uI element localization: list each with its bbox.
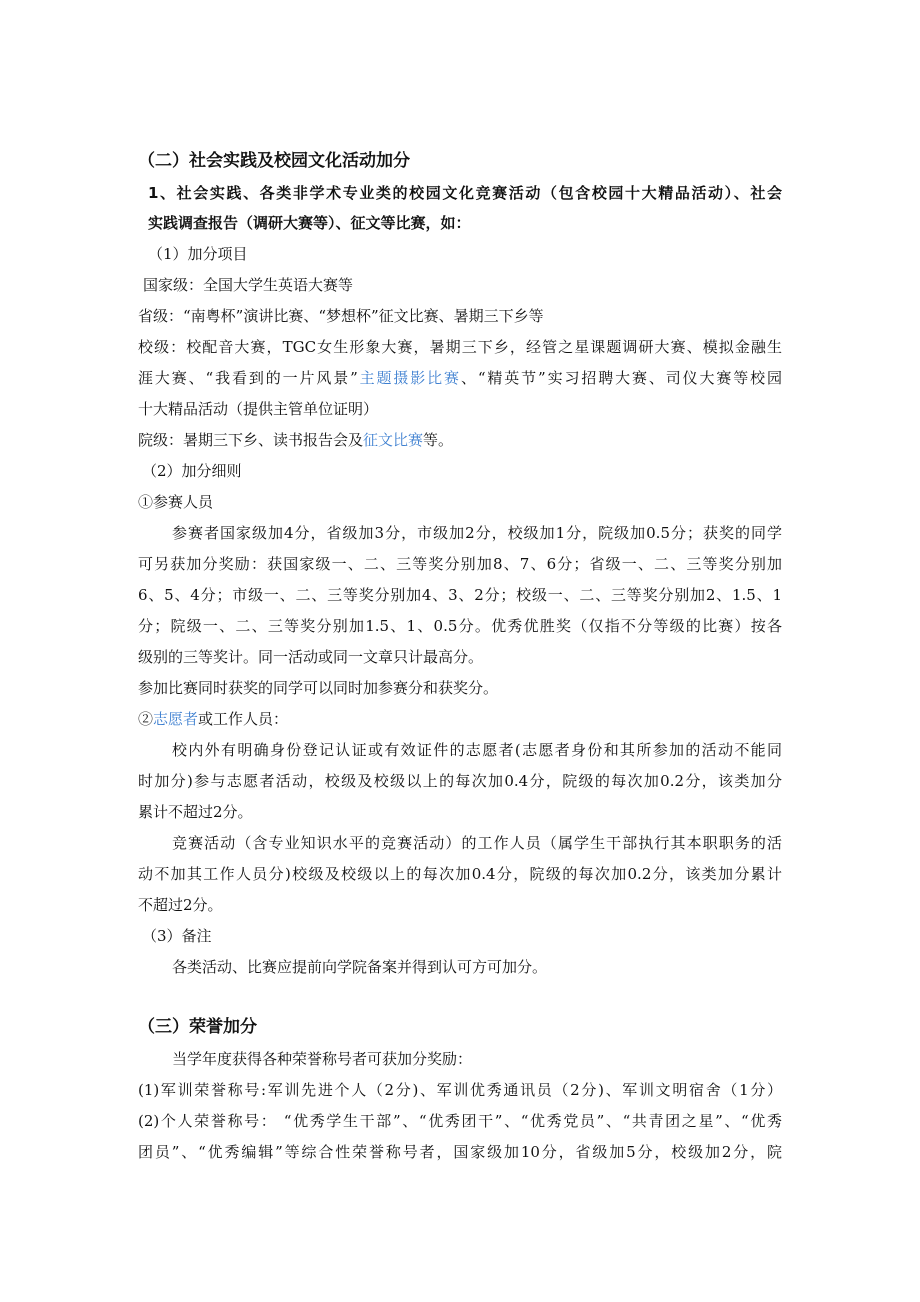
text-line [172,1048,472,1070]
text-run: 参赛者国家级加4分，省级加3分，市级加2分，校级加1分，院级加0.5分；获奖的同学 [172,524,782,542]
text-line [138,770,782,792]
text-run: (1)军训荣誉称号:军训先进个人（2分)、军训优秀通讯员（2分)、军训文明宿舍（1分） [138,1081,782,1099]
text-line [172,739,782,761]
text-line [138,398,378,420]
text-line [143,274,353,296]
text-line [142,925,212,947]
text-run: 动不加其工作人员分)校级及校级以上的每次加0.4分，院级的每次加0.2分，该类加分累计 [138,865,782,883]
text-run: 或工作人员： [198,710,289,728]
text-run: （三）荣誉加分 [138,1017,257,1037]
text-line [138,553,782,575]
text-line [148,182,782,204]
text-line [138,1110,782,1132]
text-line [138,336,782,358]
text-line [172,522,782,544]
text-run: 校级：校配音大赛，TGC女生形象大赛，暑期三下乡，经管之星课题调研大赛、模拟金融生 [138,338,782,356]
text-line [138,1141,782,1163]
text-line [138,429,453,451]
section-heading [138,1016,257,1038]
text-run: 十大精品活动（提供主管单位证明） [138,400,379,418]
text-run: 当学年度获得各种荣誉称号者可获加分奖励： [172,1050,473,1068]
text-run: （二）社会实践及校园文化活动加分 [138,151,410,171]
text-run: 不超过2分。 [138,896,223,914]
text-line [138,677,498,699]
text-line [138,801,253,823]
text-run: 竞赛活动（含专业知识水平的竞赛活动）的工作人员（属学生干部执行其本职职务的活 [172,834,782,852]
text-run: (2)个人荣誉称号： “优秀学生干部”、“优秀团干”、“优秀党员”、“共青团之星”、“优秀 [138,1112,782,1130]
text-run: 省级：“南粤杯”演讲比赛、“梦想杯”征文比赛、暑期三下乡等 [138,307,544,325]
text-line [138,894,223,916]
text-run: 国家级：全国大学生英语大赛等 [143,276,354,294]
text-line [148,243,248,265]
text-run: （3）备注 [142,927,212,945]
inline-link[interactable]: 主题摄影比赛 [357,369,461,387]
text-run: （2）加分细则 [142,462,242,480]
text-line [138,646,483,668]
text-run: 院级：暑期三下乡、读书报告会及 [138,431,364,449]
text-run: 6、5、4分；市级一、二、三等奖分别加4、3、2分；校级一、二、三等奖分别加2、1.5、1 [138,586,782,604]
text-run: ② [138,710,154,728]
text-line [138,863,782,885]
text-run: 等。 [423,431,454,449]
text-line [138,708,288,730]
text-line [142,460,242,482]
text-run: 校内外有明确身份登记认证或有效证件的志愿者(志愿者身份和其所参加的活动不能同 [172,741,782,759]
text-line [138,367,782,389]
text-line [172,832,782,854]
text-line [138,615,782,637]
text-run: （1）加分项目 [148,245,248,263]
text-run: 、“精英节”实习招聘大赛、司仪大赛等校园 [460,369,783,387]
text-run: 参加比赛同时获奖的同学可以同时加参赛分和获奖分。 [138,679,499,697]
text-run: 实践调查报告（调研大赛等）、征文等比赛，如： [148,214,471,232]
text-line [138,305,544,327]
inline-link[interactable]: 志愿者 [153,710,199,728]
section-heading [138,150,410,172]
inline-link[interactable]: 征文比赛 [363,431,424,449]
text-run: 可另获加分奖励：获国家级一、二、三等奖分别加8、7、6分；省级一、二、三等奖分别加 [138,555,782,573]
text-run: 1、社会实践、各类非学术专业类的校园文化竞赛活动（包含校园十大精品活动）、社会 [148,184,782,202]
text-line [172,956,547,978]
text-run: 团员”、“优秀编辑”等综合性荣誉称号者，国家级加10分，省级加5分，校级加2分，院 [138,1143,782,1161]
text-run: 涯大赛、“我看到的一片风景” [138,369,358,387]
text-run: ①参赛人员 [138,493,214,511]
text-run: 级别的三等奖计。同一活动或同一文章只计最高分。 [138,648,484,666]
text-run: 累计不超过2分。 [138,803,253,821]
text-line [138,1079,782,1101]
text-run: 各类活动、比赛应提前向学院备案并得到认可方可加分。 [172,958,548,976]
text-line [138,584,782,606]
text-line [138,491,213,513]
text-run: 分；院级一、二、三等奖分别加1.5、1、0.5分。优秀优胜奖（仅指不分等级的比赛）按各 [138,617,782,635]
text-run: 时加分)参与志愿者活动，校级及校级以上的每次加0.4分，院级的每次加0.2分，该类加分 [138,772,782,790]
text-line [148,212,471,234]
